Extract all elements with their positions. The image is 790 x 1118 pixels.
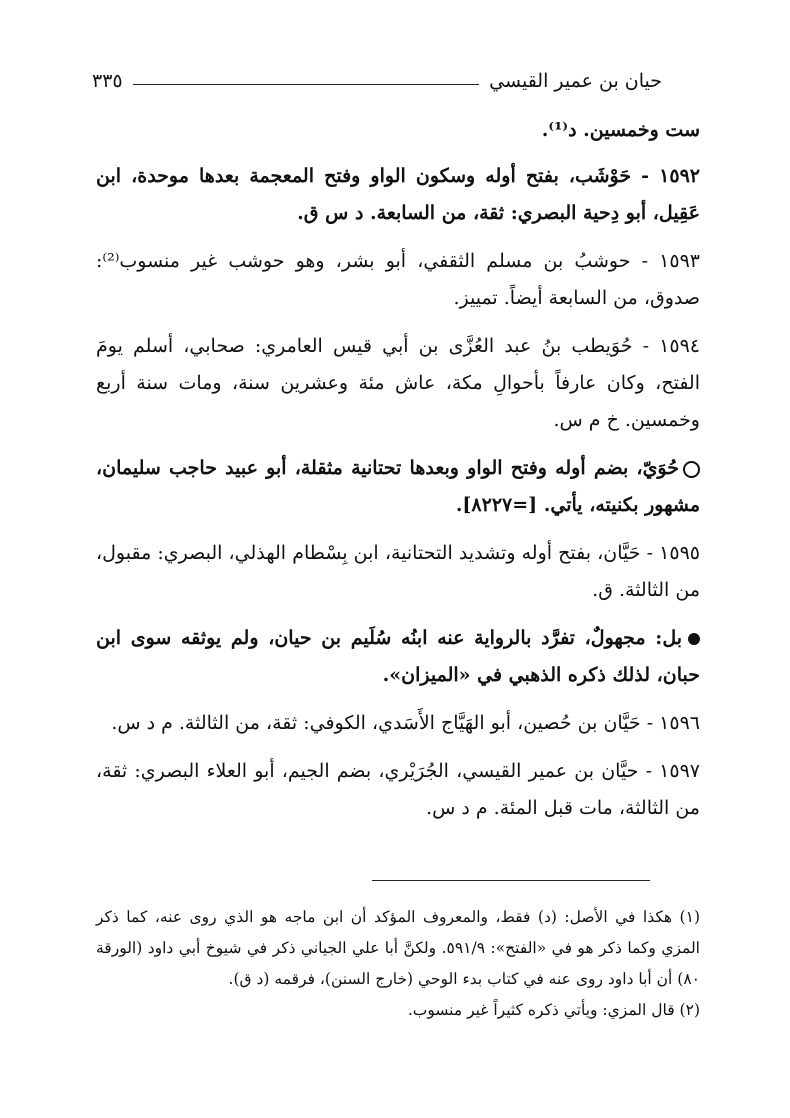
entry-1596: ١٥٩٦ - حَيَّان بن حُصين، أبو الهَيَّاج الأَسَدي، الكوفي: ثقة، من الثالثة. م د س.: [111, 712, 700, 734]
footnote-1: (١) هكذا في الأصل: (د) فقط، والمعروف المؤكد أن ابن ماجه هو الذي روى عنه، كما ذكر المزي وكما ذكر هو في «الفتح»: ٥٩١/٩. ولكنَّ أبا علي الجياني ذكر في شيوخ أبي داود (الورقة ٨٠) أن أبا داود روى عنه في كتاب بدء الوحي (خارج السنن)، فرقمه (د ق).: [96, 908, 700, 988]
main-text: [96, 112, 700, 838]
entry-1593: ١٥٩٣ - حوشبُ بن مسلم الثقفي، أبو بشر، وهو حوشب غير منسوب⁽²⁾: صدوق، من السابعة أيضاً. تمييز.: [96, 250, 700, 309]
bullet-dot-icon: [688, 633, 700, 645]
header-rule: [133, 84, 480, 85]
entry-huwayy-text: حُوَيّ، بضم أوله وفتح الواو وبعدها تحتانية مثقلة، أبو عبيد حاجب سليمان، مشهور بكنيته، يأتي. [=٨٢٢٧].: [96, 457, 700, 516]
entry-1594: ١٥٩٤ - حُوَيطب بنُ عبد العُزَّى بن أبي قيس العامري: صحابي، أسلم يومَ الفتح، وكان عارفاً بأحوالِ مكة، عاش مئة وعشرين سنة، ومات سنة أربع وخمسين. خ م س.: [96, 335, 700, 431]
running-title: حيان بن عمير القيسي: [489, 70, 662, 92]
circle-marker-icon: [683, 461, 700, 478]
footnotes: [96, 902, 700, 1026]
editor-note-text: بل: مجهولٌ، تفرَّد بالرواية عنه ابنُه سُلَيم بن حيان، ولم يوثقه سوى ابن حبان، لذلك ذكره الذهبي في «الميزان».: [96, 627, 700, 686]
paragraph-continuation: ست وخمسين. د⁽¹⁾.: [541, 119, 700, 141]
entry-1597: ١٥٩٧ - حيَّان بن عمير القيسي، الجُرَيْري، بضم الجيم، أبو العلاء البصري: ثقة، من الثالثة، مات قبل المئة. م د س.: [96, 760, 700, 819]
editor-note: [96, 620, 700, 694]
footnote-divider: [372, 880, 650, 881]
running-header: [92, 66, 662, 96]
entry-huwayy: [96, 450, 700, 524]
page-number: ٣٣٥: [92, 70, 123, 92]
footnote-2: (٢) قال المزي: ويأتي ذكره كثيراً غير منسوب.: [407, 1001, 700, 1019]
entry-1595: ١٥٩٥ - حَيَّان، بفتح أوله وتشديد التحتانية، ابن بِسْطام الهذلي، البصري: مقبول، من الثالثة. ق.: [96, 542, 700, 601]
entry-1592: ١٥٩٢ - حَوْشَب، بفتح أوله وسكون الواو وفتح المعجمة بعدها موحدة، ابن عَقِيل، أبو دِحية البصري: ثقة، من السابعة. د س ق.: [96, 165, 700, 224]
